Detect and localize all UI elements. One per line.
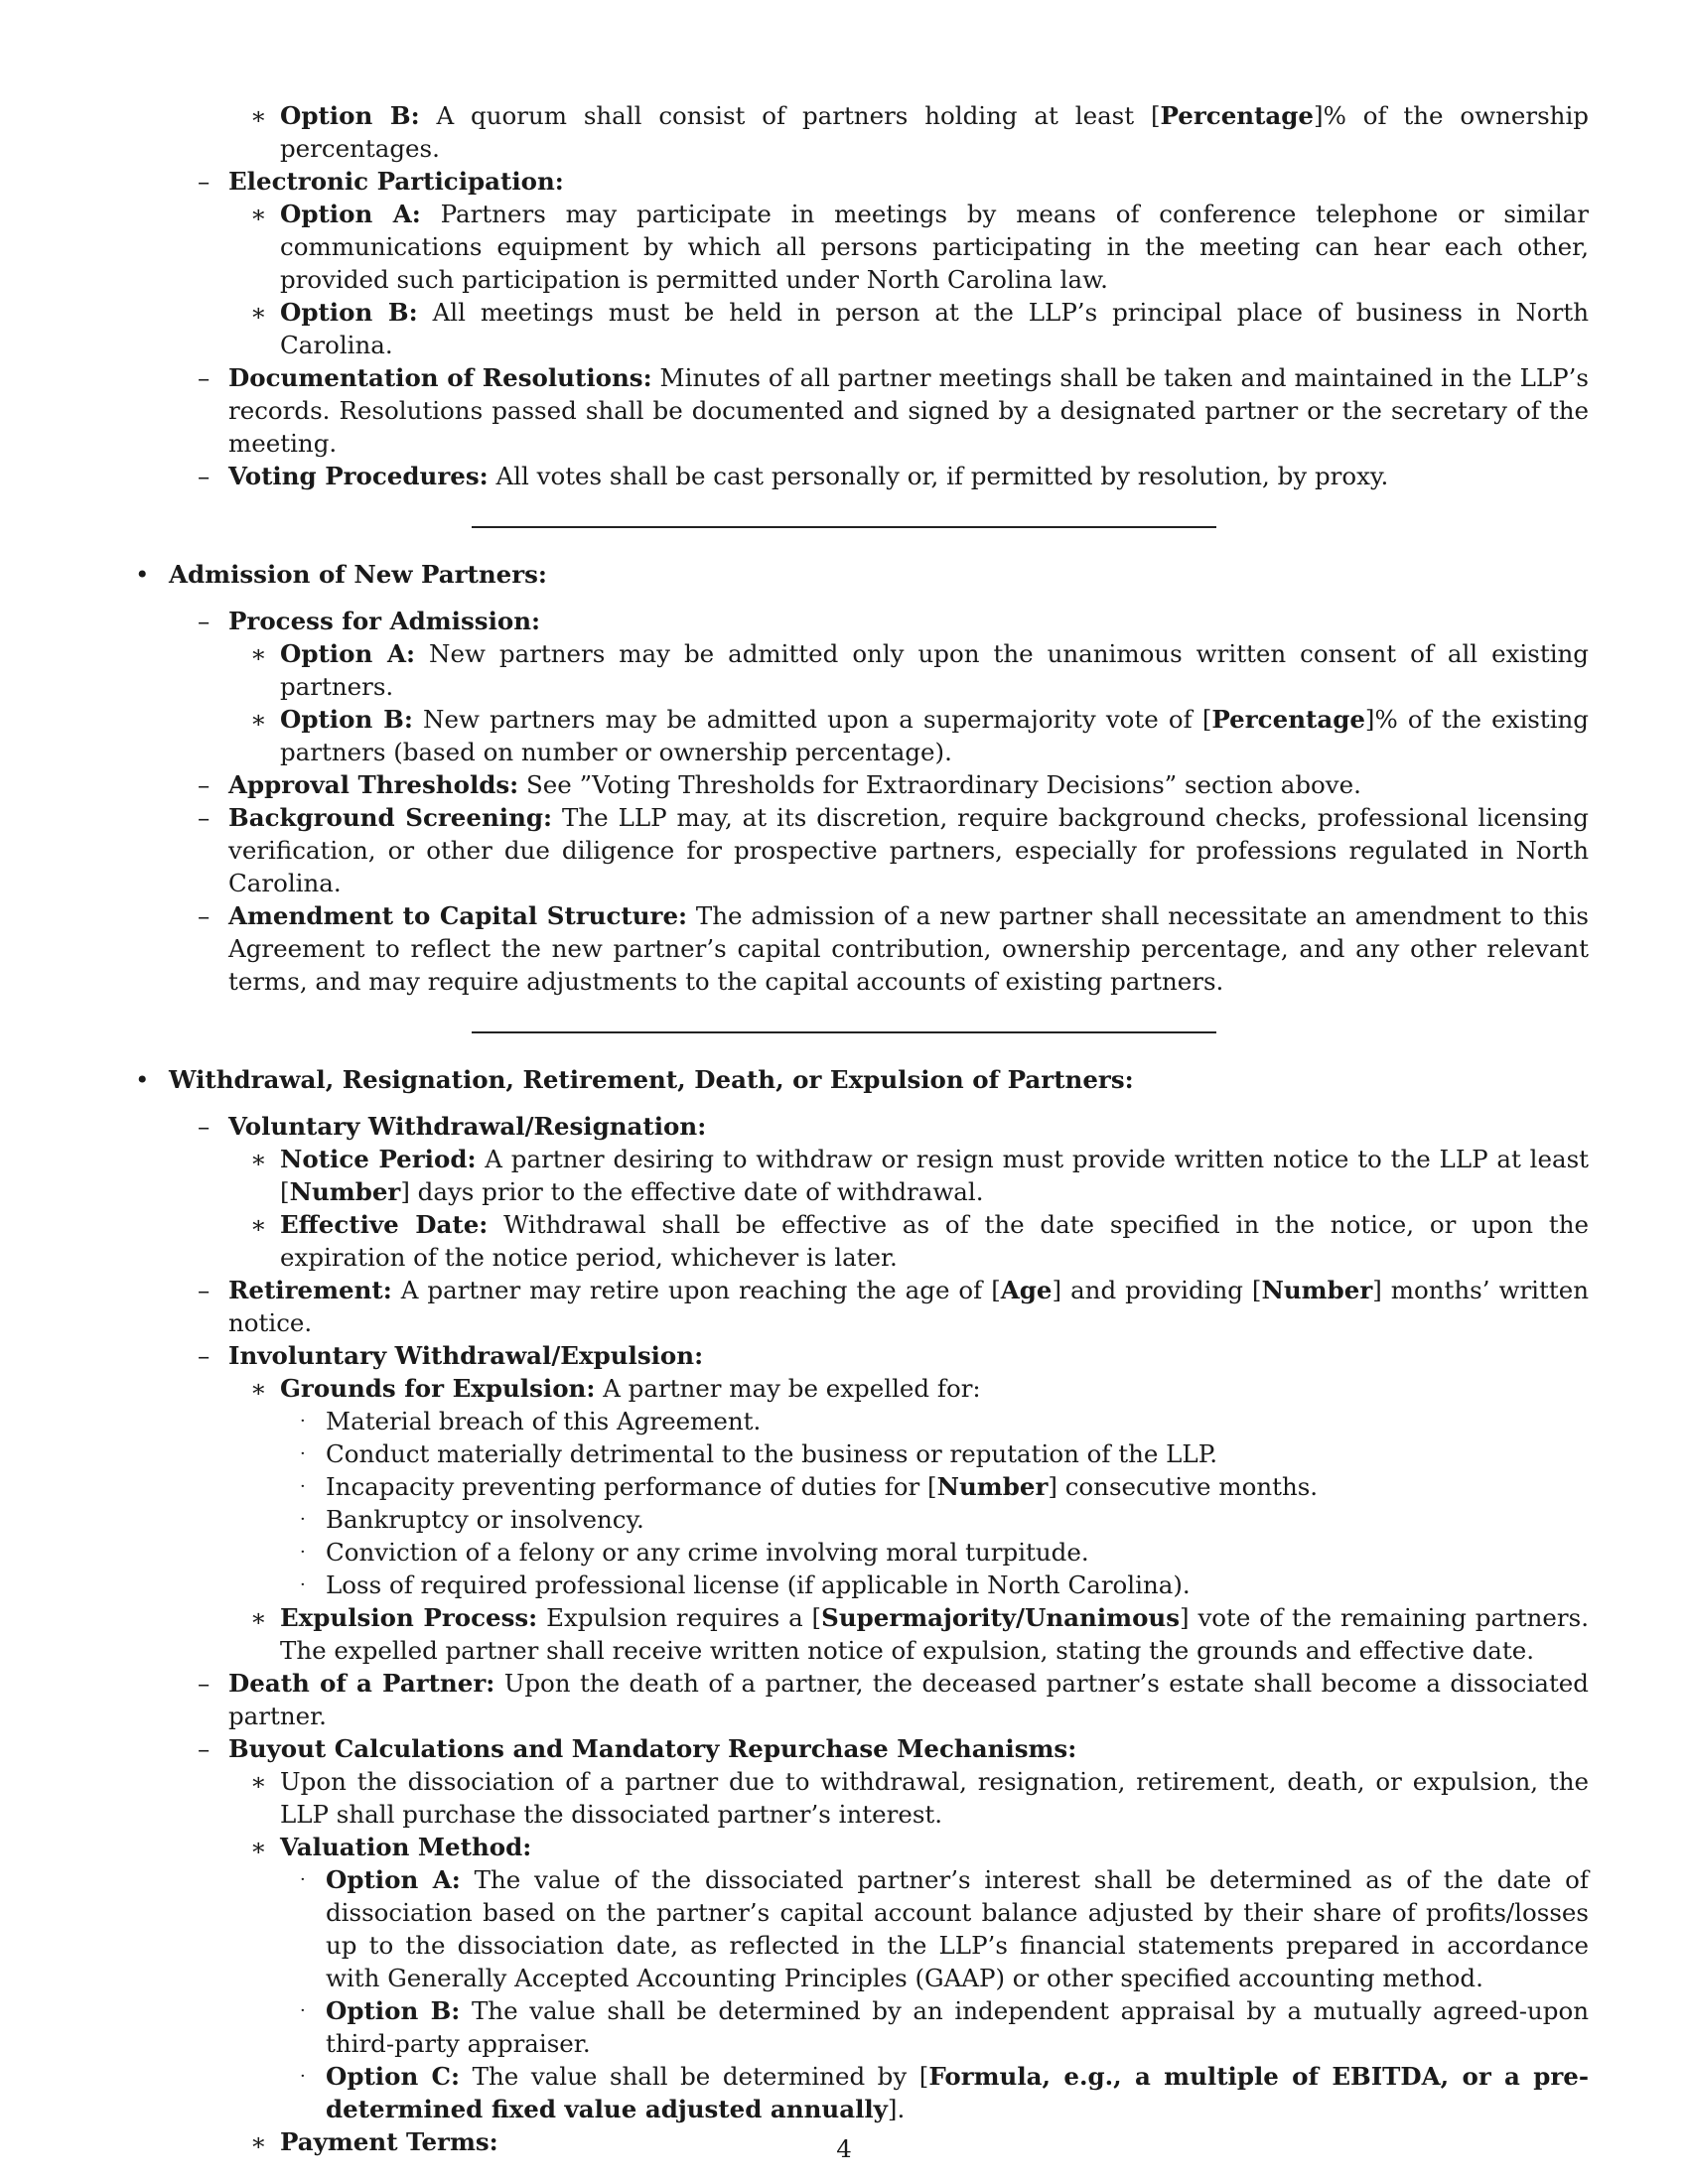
death-of-partner: – Death of a Partner: Upon the death of a partner, the deceased partner’s estate shall become a dissociated partner. (198, 1669, 1589, 1730)
bullet-marker: • (135, 1065, 150, 1094)
dash-marker: – (198, 770, 211, 799)
documentation-of-resolutions: – Documentation of Resolutions: Minutes of all partner meetings shall be taken and maintained in the LLP’s records. Resolutions passed shall be documented and signed by a designated partner or the secretary of the meeting. (198, 363, 1589, 458)
amendment-to-capital-structure: – Amendment to Capital Structure: The admission of a new partner shall necessitate an amendment to this Agreement to reflect the new partner’s capital contribution, ownership percentage, and any other relevant terms, and may require adjustments to the capital accounts of existing partners. (198, 901, 1589, 996)
grounds-item: · Conduct materially detrimental to the business or reputation of the LLP. (300, 1439, 1218, 1468)
dash-marker: – (198, 1112, 211, 1141)
involuntary-withdrawal: – Involuntary Withdrawal/Expulsion: (198, 1341, 704, 1370)
star-marker: ∗ (250, 1603, 267, 1632)
star-marker: ∗ (250, 200, 267, 228)
valuation-method: ∗ Valuation Method: (250, 1833, 532, 1861)
dash-marker: – (198, 1734, 211, 1763)
withdrawal-heading: • Withdrawal, Resignation, Retirement, Death, or Expulsion of Partners: (135, 1065, 1134, 1094)
approval-thresholds: – Approval Thresholds: See ”Voting Thresholds for Extraordinary Decisions” section above. (198, 770, 1361, 799)
admission-option-a: ∗ Option A: New partners may be admitted only upon the unanimous written consent of all existing partners. (250, 639, 1589, 701)
dash-marker: – (198, 1669, 211, 1698)
quorum-option-b: ∗ Option B: A quorum shall consist of partners holding at least [Percentage]% of the ownership percentages. (250, 101, 1589, 163)
ep-option-a: ∗ Option A: Partners may participate in meetings by means of conference telephone or similar communications equipment by which all persons participating in the meeting can hear each other, provided such participation is permitted under North Carolina law. (250, 200, 1589, 294)
star-marker: ∗ (250, 298, 267, 327)
voluntary-withdrawal: – Voluntary Withdrawal/Resignation: (198, 1112, 707, 1141)
dot-marker: · (300, 1542, 306, 1563)
effective-date: ∗ Effective Date: Withdrawal shall be effective as of the date specified in the notice, or upon the expiration of the notice period, whichever is later. (250, 1210, 1589, 1272)
dot-marker: · (300, 1443, 306, 1464)
grounds-item: · Loss of required professional license (if applicable in North Carolina). (300, 1570, 1191, 1599)
dash-marker: – (198, 167, 211, 196)
section-divider (472, 526, 1216, 528)
buyout-purchase: ∗ Upon the dissociation of a partner due to withdrawal, resignation, retirement, death, or expulsion, the LLP shall purchase the dissociated partner’s interest. (250, 1767, 1589, 1829)
dot-marker: · (300, 1476, 306, 1497)
page-number: 4 (836, 2134, 852, 2163)
valuation-option-a: · Option A: The value of the dissociated partner’s interest shall be determined as of the date of dissociation based on the partner’s capital account balance adjusted by their share of profits/losses up to the dissociation date, as reflected in the LLP’s financial statements prepared in accordance with Generally Accepted Accounting Principles (GAAP) or other specified accounting method. (300, 1865, 1589, 1992)
dash-marker: – (198, 1341, 211, 1370)
voting-procedures: – Voting Procedures: All votes shall be cast personally or, if permitted by resolution, by proxy. (198, 462, 1389, 490)
buyout-calculations: – Buyout Calculations and Mandatory Repurchase Mechanisms: (198, 1734, 1077, 1763)
dash-marker: – (198, 363, 211, 392)
bullet-marker: • (135, 560, 150, 589)
dot-marker: · (300, 1509, 306, 1530)
star-marker: ∗ (250, 2127, 267, 2156)
dot-marker: · (300, 1869, 306, 1890)
payment-terms: ∗ Payment Terms: (250, 2127, 498, 2156)
ep-option-b: ∗ Option B: All meetings must be held in person at the LLP’s principal place of business in North Carolina. (250, 298, 1589, 359)
dash-marker: – (198, 901, 211, 930)
star-marker: ∗ (250, 101, 267, 130)
star-marker: ∗ (250, 1145, 267, 1173)
star-marker: ∗ (250, 1833, 267, 1861)
grounds-item: · Bankruptcy or insolvency. (300, 1505, 644, 1534)
star-marker: ∗ (250, 1210, 267, 1239)
valuation-option-c: · Option C: The value shall be determined by [Formula, e.g., a multiple of EBITDA, or a pre-determined fixed value adjusted annually]. (300, 2062, 1589, 2123)
grounds-for-expulsion: ∗ Grounds for Expulsion: A partner may be expelled for: (250, 1374, 981, 1403)
dash-marker: – (198, 1276, 211, 1304)
page-content (129, 99, 1589, 2158)
dash-marker: – (198, 607, 211, 635)
electronic-participation: – Electronic Participation: (198, 167, 564, 196)
retirement: – Retirement: A partner may retire upon reaching the age of [Age] and providing [Number] months’ written notice. (198, 1276, 1589, 1337)
admission-heading: • Admission of New Partners: (135, 560, 547, 589)
section-divider (472, 1031, 1216, 1033)
star-marker: ∗ (250, 1767, 267, 1796)
valuation-option-b: · Option B: The value shall be determined by an independent appraisal by a mutually agreed-upon third-party appraiser. (300, 1996, 1589, 2058)
dot-marker: · (300, 1574, 306, 1595)
expulsion-process: ∗ Expulsion Process: Expulsion requires a [Supermajority/Unanimous] vote of the remaining partners. The expelled partner shall receive written notice of expulsion, stating the grounds and effective date. (250, 1603, 1590, 1665)
process-for-admission: – Process for Admission: (198, 607, 541, 635)
star-marker: ∗ (250, 639, 267, 668)
notice-period: ∗ Notice Period: A partner desiring to withdraw or resign must provide written notice to the LLP at least [Number] days prior to the effective date of withdrawal. (250, 1145, 1589, 1206)
dot-marker: · (300, 2066, 306, 2087)
dot-marker: · (300, 1411, 306, 1432)
grounds-item: · Conviction of a felony or any crime involving moral turpitude. (300, 1538, 1089, 1567)
grounds-item: · Incapacity preventing performance of duties for [Number] consecutive months. (300, 1472, 1319, 1501)
dot-marker: · (300, 2000, 306, 2021)
admission-option-b: ∗ Option B: New partners may be admitted upon a supermajority vote of [Percentage]% of the existing partners (based on number or ownership percentage). (250, 705, 1589, 766)
grounds-item: · Material breach of this Agreement. (300, 1407, 762, 1435)
star-marker: ∗ (250, 705, 267, 734)
star-marker: ∗ (250, 1374, 267, 1403)
dash-marker: – (198, 803, 211, 832)
background-screening: – Background Screening: The LLP may, at its discretion, require background checks, professional licensing verification, or other due diligence for prospective partners, especially for professions regulated in North Carolina. (198, 803, 1589, 897)
dash-marker: – (198, 462, 211, 490)
